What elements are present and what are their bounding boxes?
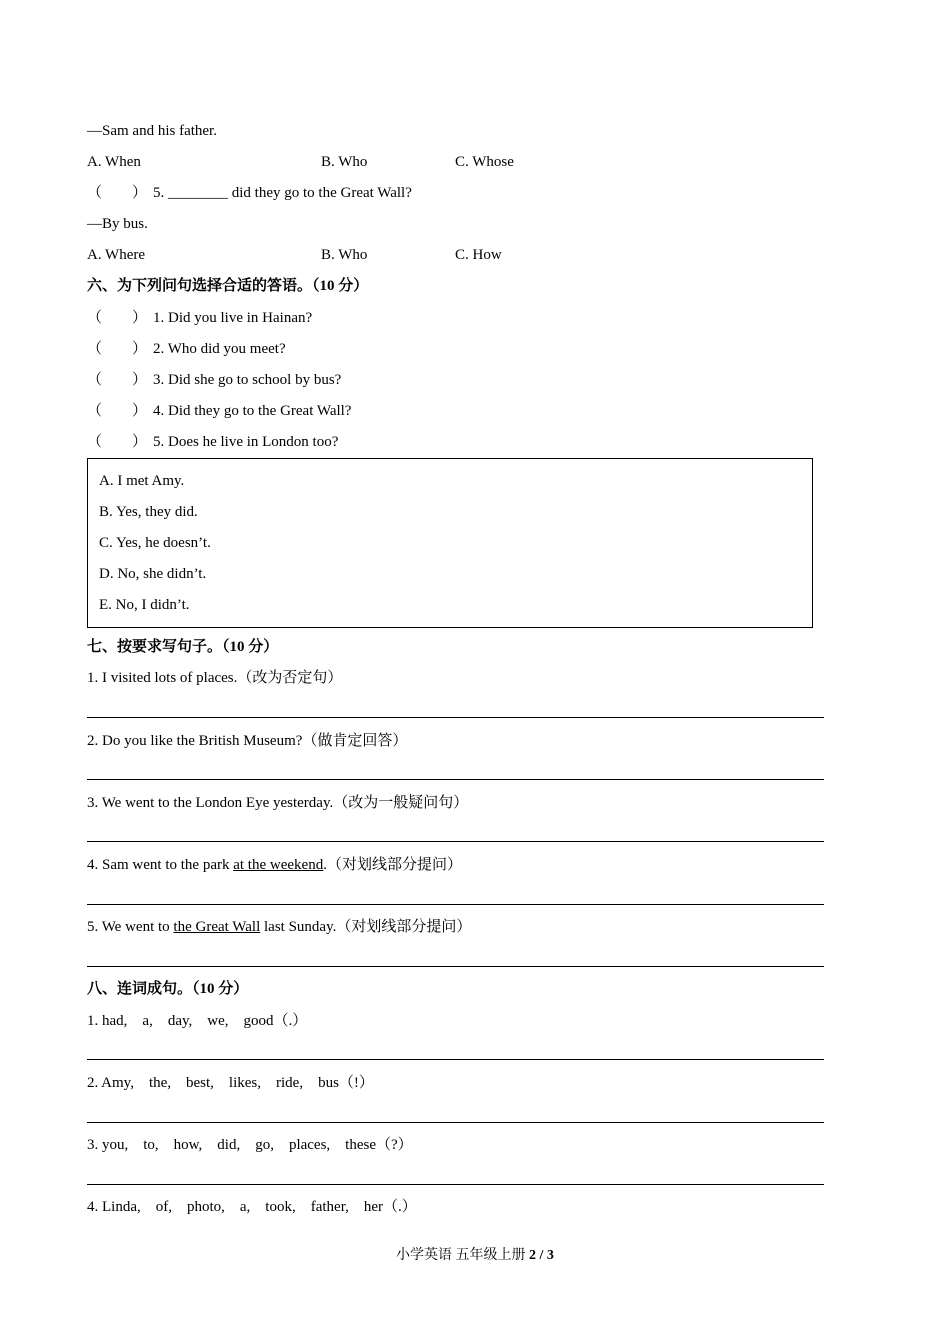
s7-item-text: 2. Do you like the British Museum? (87, 733, 303, 749)
answer-paren[interactable]: （ ） (87, 310, 148, 326)
answer-writing-line[interactable] (87, 717, 824, 718)
answer-writing-line[interactable] (87, 1184, 824, 1185)
answer-writing-line[interactable] (87, 1122, 824, 1123)
s7-item-note: （对划线部分提问） (336, 919, 472, 935)
s7-underlined-phrase: at the weekend (233, 857, 324, 873)
q4-answer: —Sam and his father. (87, 123, 217, 139)
answer-writing-line[interactable] (87, 779, 824, 780)
q5-answer: —By bus. (87, 216, 148, 232)
section7-heading: 七、按要求写句子。（10 分） (87, 639, 279, 655)
s8-item-1: 1. had, a, day, we, good（.） (87, 1013, 308, 1029)
q4-option-c: C. Whose (455, 154, 514, 170)
answer-option-c: C. Yes, he doesn’t. (99, 535, 211, 551)
section8-heading: 八、连词成句。（10 分） (87, 981, 249, 997)
s6-question-1 (87, 308, 312, 328)
s7-item-text: 5. We went to (87, 919, 174, 935)
s7-item-note: （对划线部分提问） (326, 857, 462, 873)
q5-question (87, 183, 412, 203)
s8-item-3: 3. you, to, how, did, go, places, these（?） (87, 1137, 413, 1153)
s7-item-note: （改为一般疑问句） (333, 795, 469, 811)
q5-option-b: B. Who (321, 247, 368, 263)
answer-paren[interactable]: （ ） (87, 372, 148, 388)
answer-option-b: B. Yes, they did. (99, 504, 198, 520)
s8-item-4: 4. Linda, of, photo, a, took, father, her（.） (87, 1199, 417, 1215)
q5-option-a: A. Where (87, 247, 146, 263)
s6-question-text: 4. Did they go to the Great Wall? (153, 403, 352, 419)
s6-question-text: 2. Who did you meet? (153, 341, 286, 357)
q5-option-c: C. How (455, 247, 502, 263)
s7-item-text-end: last Sunday. (260, 919, 337, 935)
s7-item-1 (87, 668, 342, 688)
answer-paren[interactable]: （ ） (87, 434, 148, 450)
answer-writing-line[interactable] (87, 1059, 824, 1060)
s6-question-2 (87, 339, 286, 359)
s7-item-3 (87, 793, 468, 813)
s7-item-note: （改为否定句） (237, 670, 343, 686)
answer-paren[interactable]: （ ） (87, 403, 148, 419)
section6-heading: 六、为下列问句选择合适的答语。（10 分） (87, 278, 369, 294)
s7-item-note: （做肯定回答） (302, 733, 408, 749)
s6-question-text: 3. Did she go to school by bus? (153, 372, 342, 388)
answer-paren[interactable]: （ ） (87, 341, 148, 357)
s7-item-text: 1. I visited lots of places. (87, 670, 238, 686)
answer-paren[interactable]: （ ） (87, 185, 148, 201)
s7-item-text: 3. We went to the London Eye yesterday. (87, 795, 334, 811)
s7-item-4 (87, 855, 462, 875)
s7-item-5 (87, 917, 471, 937)
s6-question-3 (87, 370, 341, 390)
s7-item-text-end: . (323, 857, 327, 873)
s8-item-2: 2. Amy, the, best, likes, ride, bus（!） (87, 1075, 374, 1091)
s6-question-text: 1. Did you live in Hainan? (153, 310, 313, 326)
answer-option-a: A. I met Amy. (99, 473, 185, 489)
page-footer (0, 1247, 950, 1265)
q4-option-a: A. When (87, 154, 141, 170)
answer-writing-line[interactable] (87, 841, 824, 842)
answer-writing-line[interactable] (87, 966, 824, 967)
s7-underlined-phrase: the Great Wall (173, 919, 261, 935)
s7-item-2 (87, 731, 407, 751)
footer-label: 小学英语 五年级上册 (396, 1248, 526, 1263)
q4-option-b: B. Who (321, 154, 368, 170)
answer-option-d: D. No, she didn’t. (99, 566, 207, 582)
page-number: 2 / 3 (529, 1248, 554, 1263)
s6-question-text: 5. Does he live in London too? (153, 434, 339, 450)
s6-question-4 (87, 401, 351, 421)
answer-writing-line[interactable] (87, 904, 824, 905)
answer-options-box (87, 458, 813, 628)
q5-text: 5. ________ did they go to the Great Wall? (153, 185, 412, 201)
answer-option-e: E. No, I didn’t. (99, 597, 190, 613)
s7-item-text: 4. Sam went to the park (87, 857, 234, 873)
s6-question-5 (87, 432, 338, 452)
